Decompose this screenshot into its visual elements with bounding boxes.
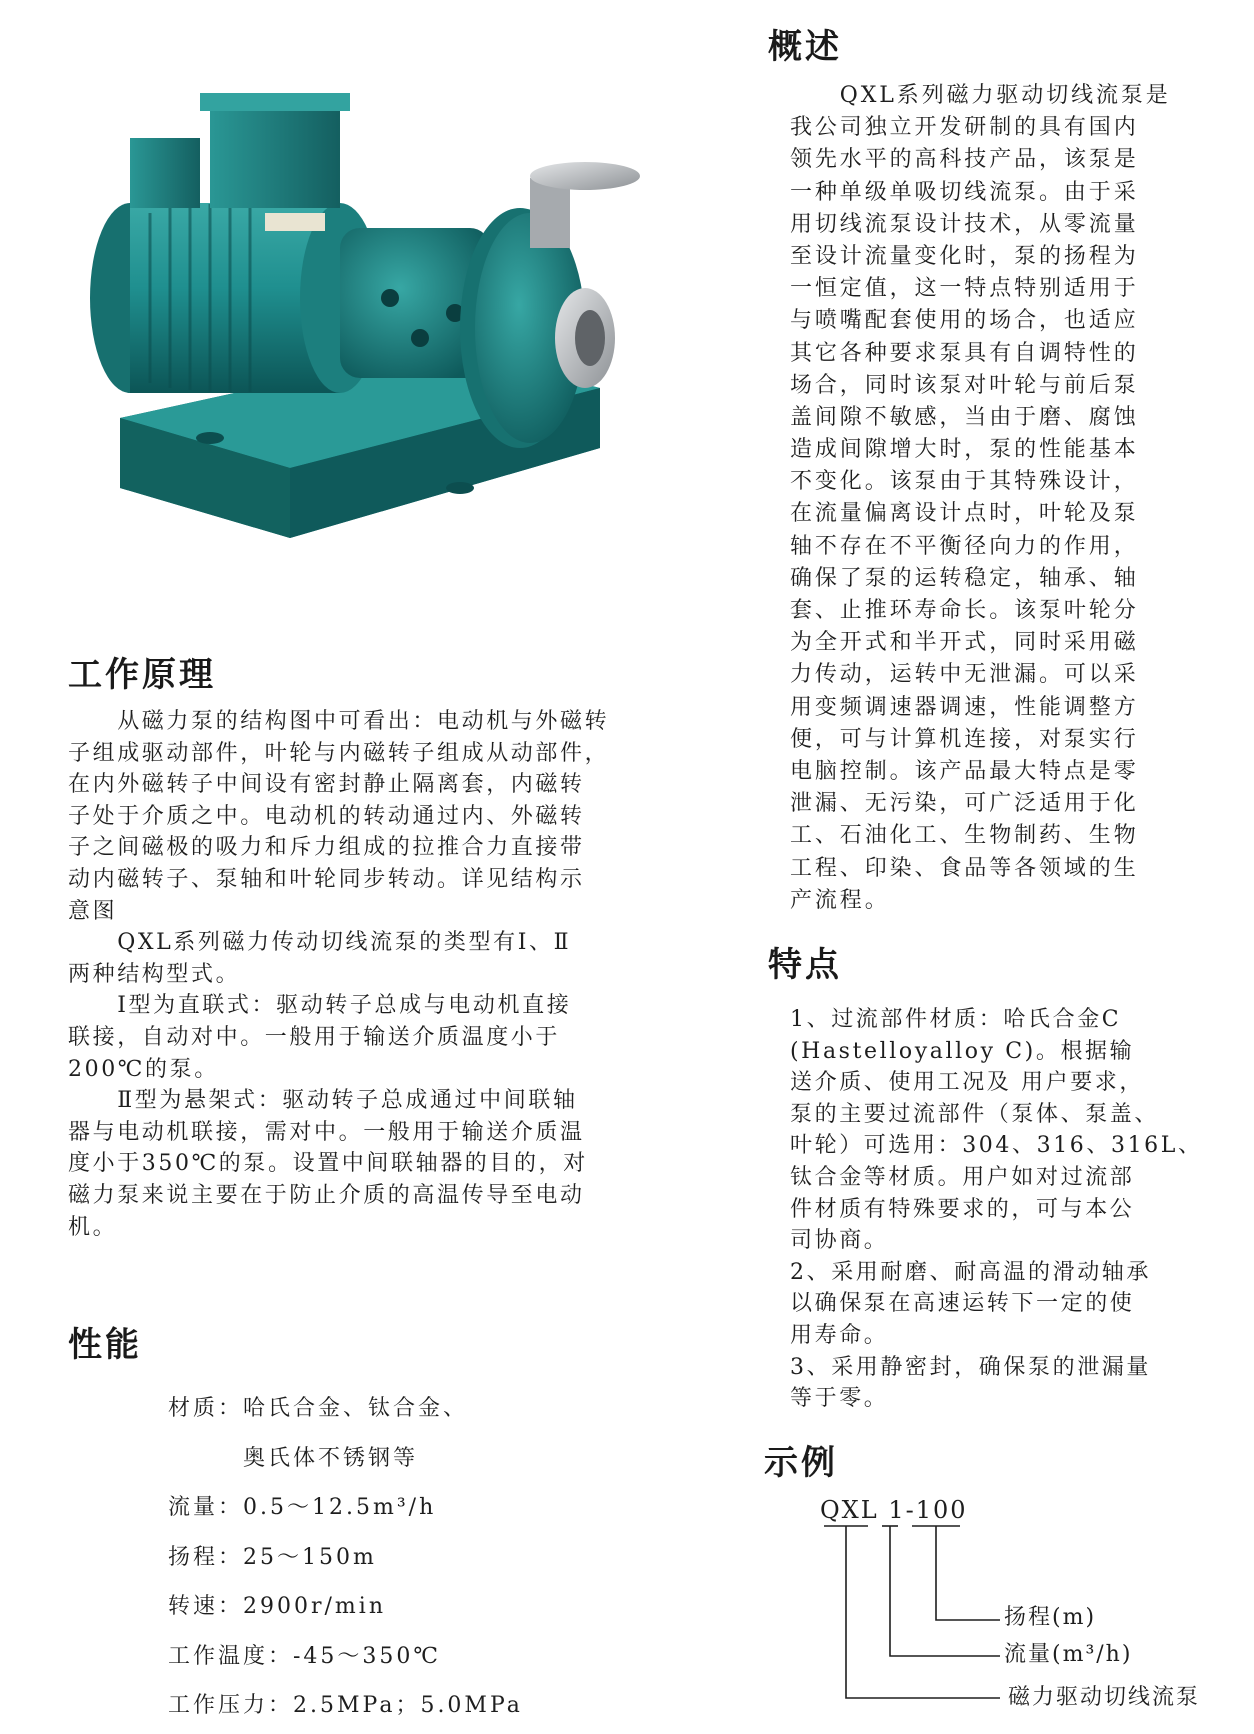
performance-line: 流量：0.5～12.5m³/h — [168, 1495, 437, 1520]
performance-line: 材质：哈氏合金、钛合金、 — [168, 1396, 469, 1421]
overview-line: 电脑控制。该产品最大特点是零 — [790, 758, 1139, 784]
principle-line: 子组成驱动部件，叶轮与内磁转子组成从动部件， — [68, 740, 610, 766]
features-line: 泵的主要过流部件（泵体、泵盖、 — [790, 1101, 1160, 1127]
example-label-name: 磁力驱动切线流泵 — [1008, 1685, 1201, 1710]
principle-line: 机。 — [68, 1214, 118, 1240]
principle-line: 度小于350℃的泵。设置中间联轴器的目的，对 — [68, 1151, 588, 1177]
features-line: (Hastelloyalloy C)。根据输 — [790, 1038, 1135, 1064]
principle-line: 联接，自动对中。一般用于输送介质温度小于 — [68, 1024, 561, 1050]
overview-line: 为全开式和半开式，同时采用磁 — [790, 630, 1139, 656]
principle-line: 两种结构型式。 — [68, 961, 241, 987]
overview-line: 套、止推环寿命长。该泵叶轮分 — [790, 598, 1139, 623]
features-line: 司协商。 — [790, 1228, 889, 1254]
overview-line: 便，可与计算机连接，对泵实行 — [790, 726, 1139, 752]
features-line: 用寿命。 — [790, 1322, 889, 1348]
principle-line: 200℃的泵。 — [68, 1056, 219, 1082]
performance-list — [168, 1384, 523, 1731]
overview-line: 至设计流量变化时，泵的扬程为 — [790, 243, 1139, 269]
overview-line: 工、石油化工、生物制药、生物 — [790, 823, 1139, 849]
overview-line: 力传动，运转中无泄漏。可以采 — [790, 662, 1139, 688]
example-label-flow: 流量(m³/h) — [1004, 1642, 1133, 1667]
principle-heading: 工作原理 — [68, 655, 216, 695]
pump-photo — [60, 88, 680, 588]
performance-line: 奥氏体不锈钢等 — [243, 1445, 419, 1471]
performance-line: 扬程：25～150m — [168, 1544, 377, 1570]
overview-line: 产流程。 — [790, 887, 890, 913]
principle-paragraph — [68, 706, 609, 1243]
features-line: 1、过流部件材质：哈氏合金C — [790, 1007, 1122, 1032]
principle-line: 在内外磁转子中间设有密封静止隔离套，内磁转 — [68, 772, 585, 798]
features-line: 叶轮）可选用：304、316、316L、 — [790, 1133, 1203, 1159]
overview-line: 用变频调速器调速，性能调整方 — [790, 694, 1139, 720]
overview-line: 在流量偏离设计点时，叶轮及泵 — [790, 501, 1139, 527]
overview-line: 与喷嘴配套使用的场合，也适应 — [790, 308, 1139, 334]
overview-line: 造成间隙增大时，泵的性能基本 — [790, 437, 1139, 463]
features-line: 3、采用静密封，确保泵的泄漏量 — [790, 1354, 1151, 1380]
overview-line: 确保了泵的运转稳定，轴承、轴 — [790, 565, 1139, 591]
example-heading: 示例 — [764, 1443, 838, 1483]
overview-line: QXL系列磁力驱动切线流泵是 — [790, 83, 1171, 108]
example-label-head: 扬程(m) — [1004, 1605, 1097, 1630]
features-line: 送介质、使用工况及 用户要求， — [790, 1070, 1144, 1096]
features-paragraph — [790, 1004, 1203, 1415]
principle-line: Ⅱ型为悬架式：驱动转子总成通过中间联轴 — [68, 1088, 578, 1114]
model-code-diagram — [820, 1520, 1020, 1720]
overview-line: 泄漏、无污染，可广泛适用于化 — [790, 791, 1139, 817]
overview-line: 工程、印染、食品等各领域的生 — [790, 855, 1139, 881]
overview-line: 盖间隙不敏感，当由于磨、腐蚀 — [790, 404, 1139, 430]
overview-line: 我公司独立开发研制的具有国内 — [790, 115, 1139, 141]
performance-heading: 性能 — [68, 1325, 142, 1365]
principle-line: QXL系列磁力传动切线流泵的类型有Ⅰ、Ⅱ — [68, 930, 572, 956]
principle-line: 意图 — [68, 898, 118, 924]
overview-line: 轴不存在不平衡径向力的作用， — [790, 533, 1139, 559]
features-line: 2、采用耐磨、耐高温的滑动轴承 — [790, 1259, 1151, 1285]
features-line: 等于零。 — [790, 1386, 889, 1412]
performance-line: 转速：2900r/min — [168, 1594, 386, 1619]
overview-line: 其它各种要求泵具有自调特性的 — [790, 340, 1139, 366]
features-heading: 特点 — [768, 945, 842, 985]
principle-line: 从磁力泵的结构图中可看出：电动机与外磁转 — [68, 709, 610, 734]
overview-line: 一恒定值，这一特点特别适用于 — [790, 276, 1139, 302]
principle-line: 子之间磁极的吸力和斥力组成的拉推合力直接带 — [68, 835, 585, 861]
features-line: 钛合金等材质。用户如对过流部 — [790, 1164, 1135, 1190]
overview-line: 场合，同时该泵对叶轮与前后泵 — [790, 372, 1139, 398]
overview-line: 用切线流泵设计技术，从零流量 — [790, 211, 1139, 237]
principle-line: Ⅰ型为直联式：驱动转子总成与电动机直接 — [68, 993, 572, 1019]
overview-line: 一种单级单吸切线流泵。由于采 — [790, 179, 1139, 205]
overview-line: 不变化。该泵由于其特殊设计， — [790, 469, 1139, 495]
overview-heading: 概述 — [768, 27, 842, 67]
performance-line: 工作压力：2.5MPa；5.0MPa — [168, 1693, 523, 1718]
principle-line: 器与电动机联接，需对中。一般用于输送介质温 — [68, 1119, 585, 1145]
principle-line: 动内磁转子、泵轴和叶轮同步转动。详见结构示 — [68, 866, 585, 892]
model-code: QXL 1-100 — [820, 1496, 968, 1524]
principle-line: 子处于介质之中。电动机的转动通过内、外磁转 — [68, 803, 585, 829]
performance-line: 工作温度：-45～350℃ — [168, 1643, 442, 1669]
overview-paragraph — [790, 80, 1171, 917]
features-line: 以确保泵在高速运转下一定的使 — [790, 1291, 1135, 1317]
features-line: 件材质有特殊要求的，可与本公 — [790, 1196, 1135, 1222]
principle-line: 磁力泵来说主要在于防止介质的高温传导至电动 — [68, 1182, 585, 1208]
overview-line: 领先水平的高科技产品，该泵是 — [790, 147, 1139, 173]
